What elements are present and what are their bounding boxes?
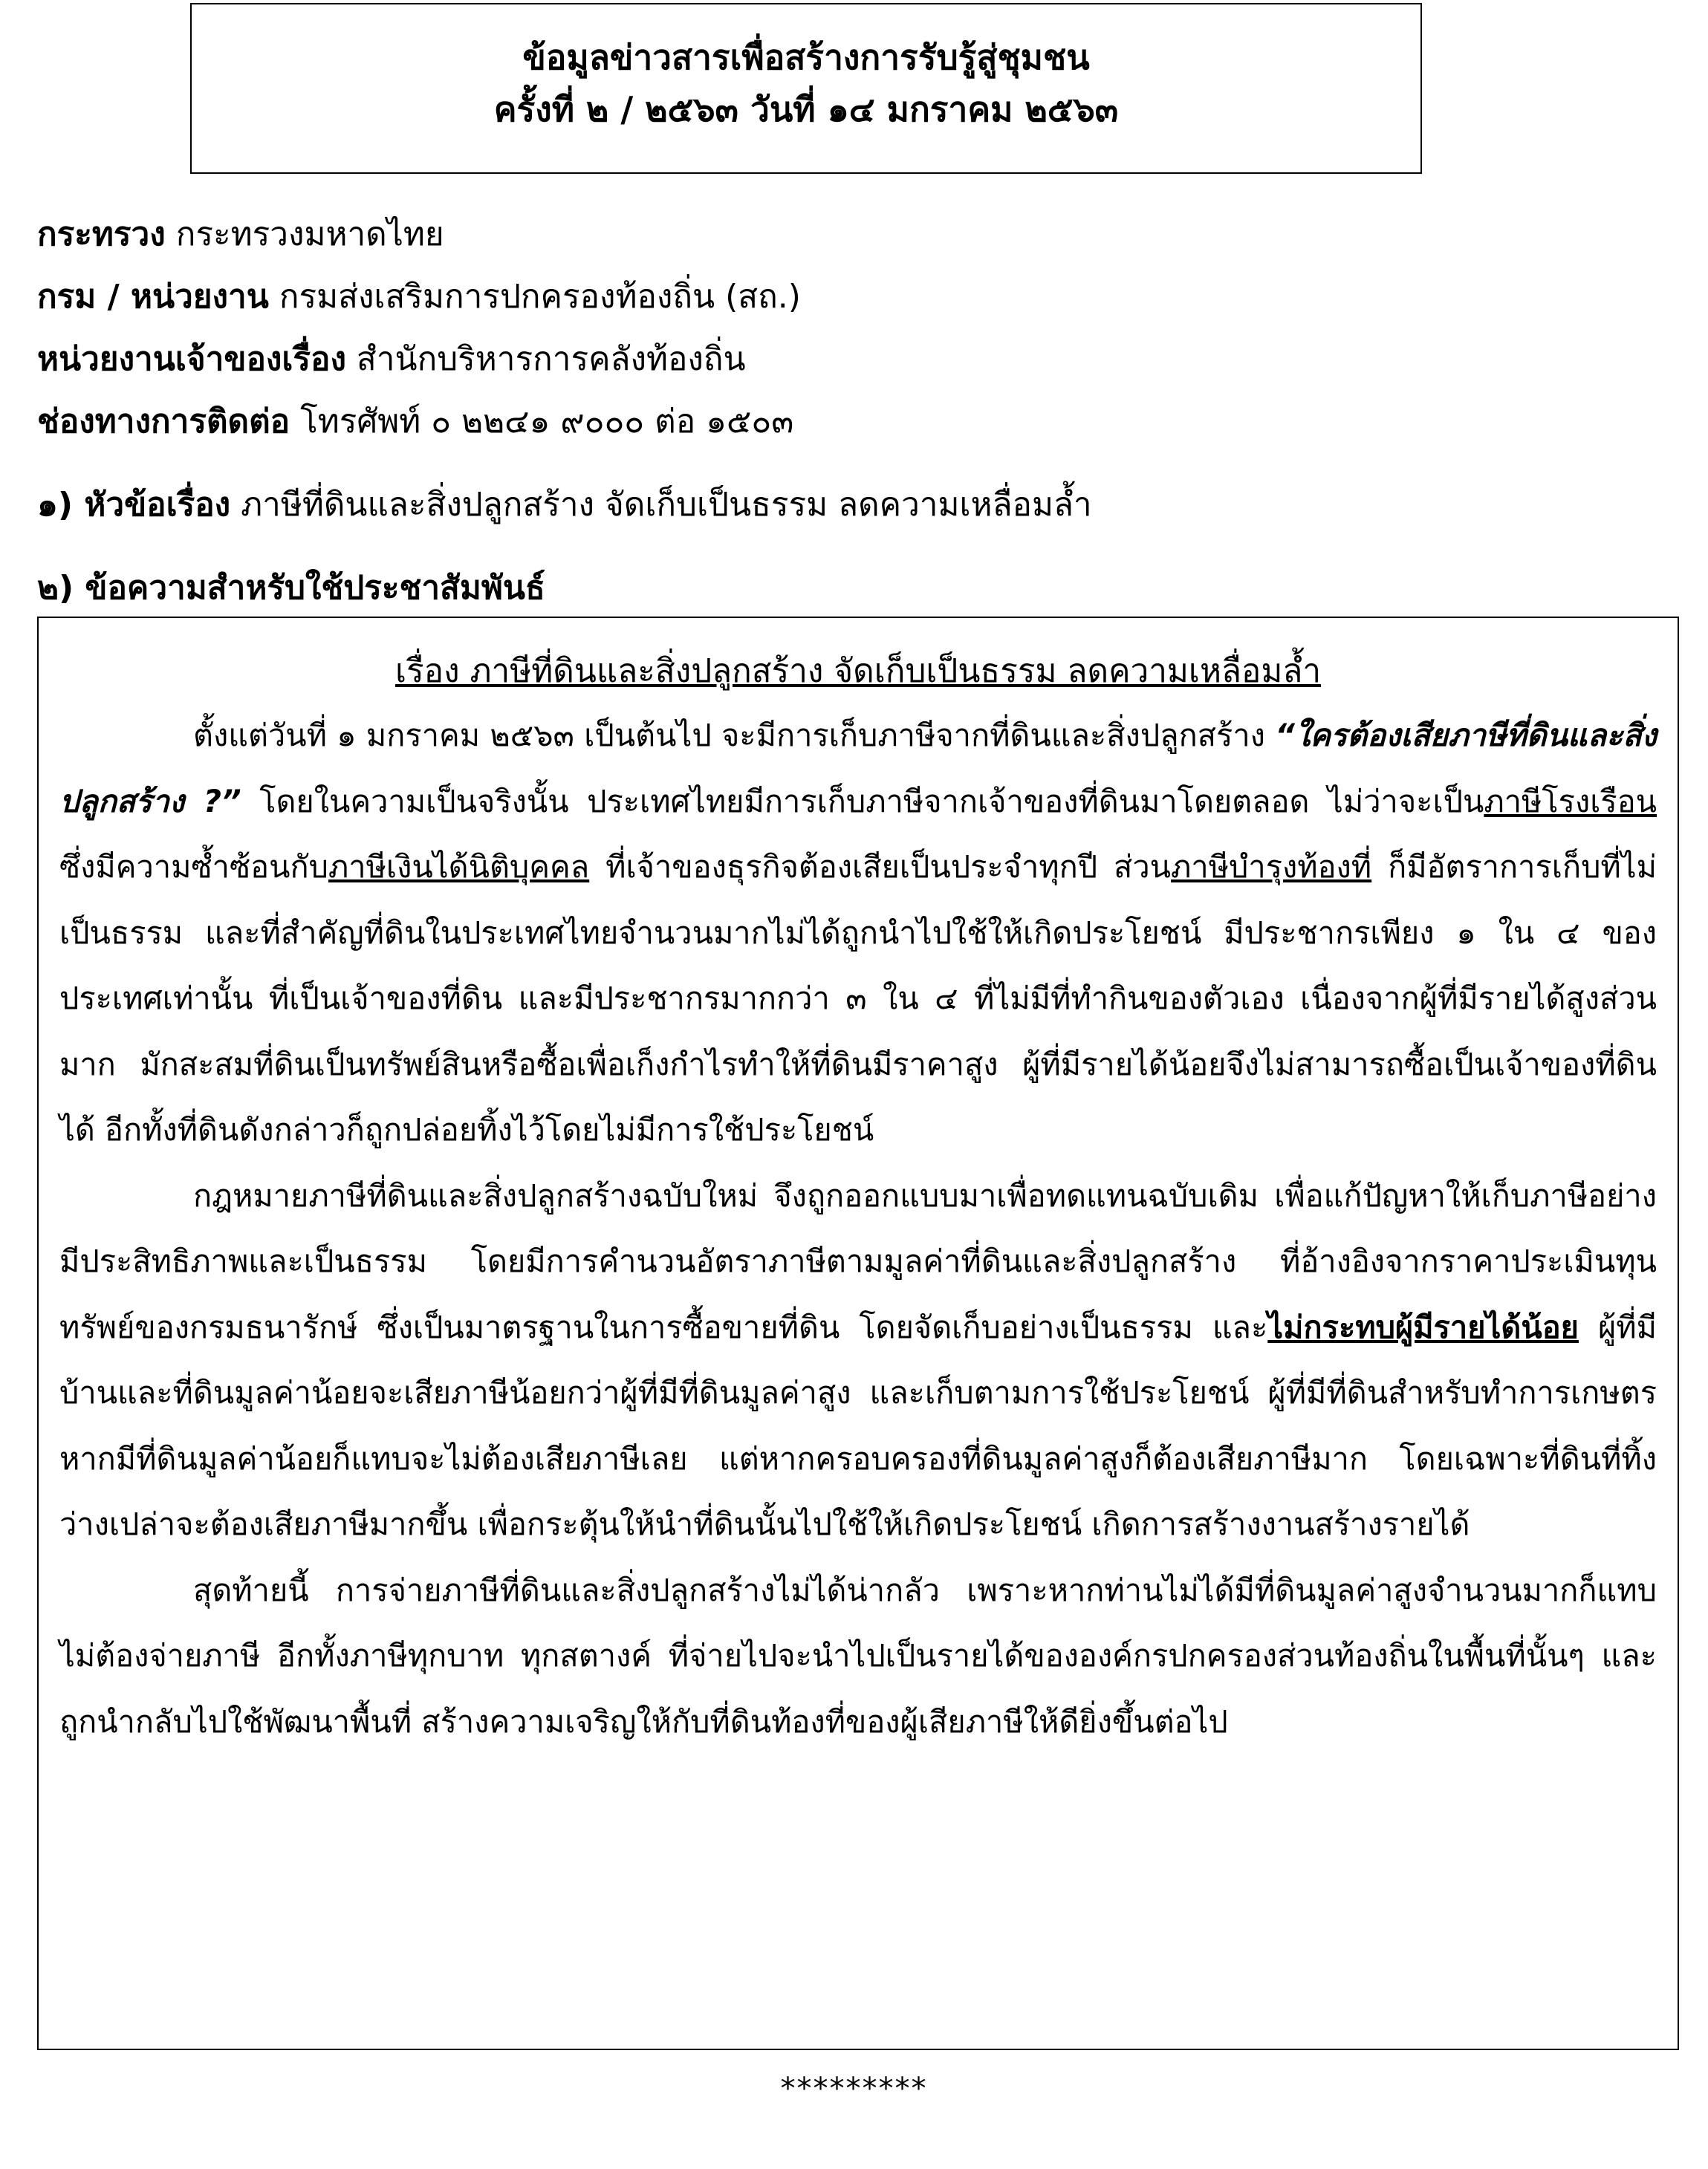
section2-label: ๒) ข้อความสำหรับใช้ประชาสัมพันธ์ (37, 569, 545, 607)
p1-text-e: ซึ่งมีความซ้ำซ้อนกับ (59, 848, 328, 885)
section1-value: ภาษีที่ดินและสิ่งปลูกสร้าง จัดเก็บเป็นธรรม ลดความเหลื่อมล้ำ (230, 486, 1092, 524)
p2-bold-underline-low-income: ไม่กระทบผู้มีรายได้น้อย (1267, 1308, 1579, 1345)
department-value: กรมส่งเสริมการปกครองท้องถิ่น (สถ.) (268, 278, 801, 316)
pr-paragraph-3: สุดท้ายนี้ การจ่ายภาษีที่ดินและสิ่งปลูกสร้างไม่ได้น่ากลัว เพราะหากท่านไม่ได้มีที่ดินมูลค่าสูงจำนวนมากก็แทบไม่ต้องจ่ายภาษี อีกทั้งภาษีทุกบาท ทุกสตางค์ ที่จ่ายไปจะนำไปเป็นรายได้ขององค์กรปกครองส่วนท้องถิ่นในพื้นที่นั้นๆ และถูกนำกลับไปใช้พัฒนาพื้นที่ สร้างความเจริญให้กับที่ดินท้องที่ของผู้เสียภาษีให้ดียิ่งขึ้นต่อไป (59, 1571, 1657, 1740)
header-box (190, 3, 1422, 174)
pr-paragraph-2 (59, 1163, 1657, 1558)
ministry-label: กระทรวง (37, 215, 166, 253)
contact-label: ช่องทางการติดต่อ (37, 403, 290, 440)
p1-text-g: ที่เจ้าของธุรกิจต้องเสียเป็นประจำทุกปี ส่วน (589, 848, 1172, 885)
section2-line (37, 566, 1672, 611)
section1-line (37, 483, 1672, 527)
p1-text-a: ตั้งแต่วันที่ ๑ มกราคม ๒๕๖๓ เป็นต้นไป จะมีการเก็บภาษีจากที่ดินและสิ่งปลูกสร้าง (193, 717, 1276, 753)
department-line (37, 275, 1672, 319)
p2-text-c: ผู้ที่มีบ้านและที่ดินมูลค่าน้อยจะเสียภาษีน้อยกว่าผู้ที่มีที่ดินมูลค่าสูง และเก็บตามการใช้ประโยชน์ ผู้ที่มีที่ดินสำหรับทำการเกษตร หากมีที่ดินมูลค่าน้อยก็แทบจะไม่ต้องเสียภาษีเลย แต่หากครอบครองที่ดินมูลค่าสูงก็ต้องเสียภาษีมาก โดยเฉพาะที่ดินที่ทิ้งว่างเปล่าจะต้องเสียภาษีมากขึ้น เพื่อกระตุ้นให้นำที่ดินนั้นไปใช้ให้เกิดประโยชน์ เกิดการสร้างงานสร้างรายได้ (59, 1308, 1657, 1542)
ministry-line (37, 212, 1672, 257)
p1-emphasis-question: “ใครต้องเสียภาษีที่ดินและสิ่งปลูกสร้าง ?” (59, 717, 1657, 819)
ministry-value: กระทรวงมหาดไทย (165, 215, 444, 253)
section1-label: ๑) หัวข้อเรื่อง (37, 486, 231, 524)
p1-underline-building-tax: ภาษีโรงเรือน (1484, 782, 1657, 819)
p1-text-i: ก็มีอัตราการเก็บที่ไม่เป็นธรรม และที่สำคัญที่ดินในประเทศไทยจำนวนมากไม่ได้ถูกนำไปใช้ให้เกิดประโยชน์ มีประชากรเพียง ๑ ใน ๔ ของประเทศเท่านั้น ที่เป็นเจ้าของที่ดิน และมีประชากรมากกว่า ๓ ใน ๔ ที่ไม่มีที่ทำกินของตัวเอง เนื่องจากผู้ที่มีรายได้สูงส่วนมาก มักสะสมที่ดินเป็นทรัพย์สินหรือซื้อเพื่อเก็งกำไรทำให้ที่ดินมีราคาสูง ผู้ที่มีรายได้น้อยจึงไม่สามารถซื้อเป็นเจ้าของที่ดินได้ อีกทั้งที่ดินดังกล่าวก็ถูกปล่อยทิ้งไว้โดยไม่มีการใช้ประโยชน์ (59, 848, 1657, 1148)
owner-line (37, 337, 1672, 382)
p2-text-a: กฎหมายภาษีที่ดินและสิ่งปลูกสร้างฉบับใหม่ จึงถูกออกแบบมาเพื่อทดแทนฉบับเดิม เพื่อแก้ปัญหาให้เก็บภาษีอย่างมีประสิทธิภาพและเป็นธรรม โดยมีการคำนวนอัตราภาษีตามมูลค่าที่ดินและสิ่งปลูกสร้าง ที่อ้างอิงจากราคาประเมินทุนทรัพย์ของกรมธนารักษ์ ซึ่งเป็นมาตรฐานในการซื้อขายที่ดิน โดยจัดเก็บอย่างเป็นธรรม และ (59, 1177, 1657, 1345)
p1-text-c: โดยในความเป็นจริงนั้น ประเทศไทยมีการเก็บภาษีจากเจ้าของที่ดินมาโดยตลอด ไม่ว่าจะเป็น (241, 782, 1484, 819)
header-issue-date: ครั้งที่ ๒ / ๒๕๖๓ วันที่ ๑๔ มกราคม ๒๕๖๓ (493, 89, 1119, 129)
pr-title: เรื่อง ภาษีที่ดินและสิ่งปลูกสร้าง จัดเก็บเป็นธรรม ลดความเหลื่อมล้ำ (394, 652, 1322, 690)
footer-stars: ********* (780, 2072, 928, 2106)
p1-underline-corporate-tax: ภาษีเงินได้นิติบุคคล (328, 848, 590, 885)
p1-underline-local-tax: ภาษีบำรุงท้องที่ (1171, 848, 1372, 885)
pr-message-box (37, 617, 1679, 2050)
pr-paragraph-1 (59, 703, 1657, 1163)
owner-value: สำนักบริหารการคลังท้องถิ่น (345, 340, 746, 378)
header-title: ข้อมูลข่าวสารเพื่อสร้างการรับรู้สู่ชุมชน (522, 37, 1090, 77)
department-label: กรม / หน่วยงาน (37, 278, 269, 316)
contact-value: โทรศัพท์ ๐ ๒๒๔๑ ๙๐๐๐ ต่อ ๑๕๐๓ (290, 403, 794, 440)
contact-line (37, 400, 1672, 444)
owner-label: หน่วยงานเจ้าของเรื่อง (37, 340, 346, 378)
